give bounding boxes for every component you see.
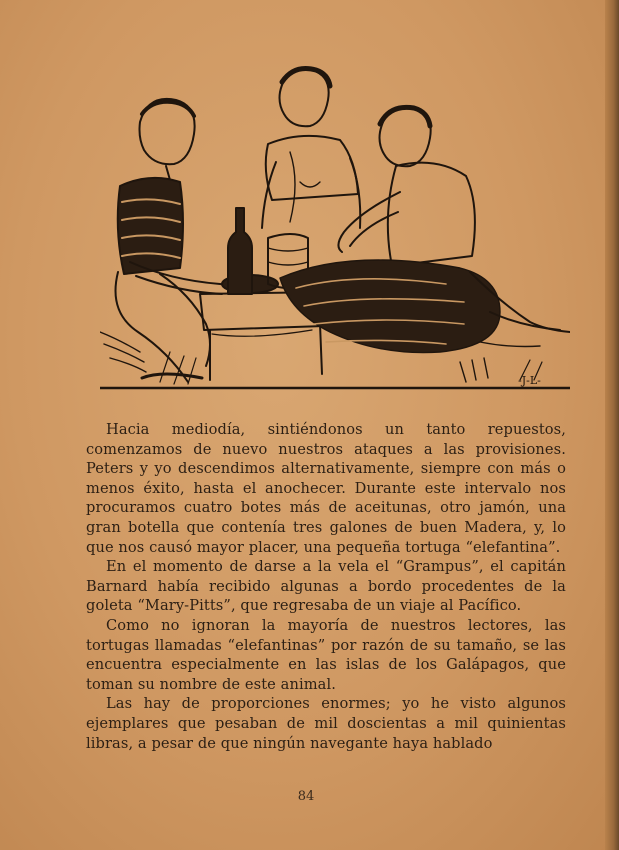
illustration-three-men-eating bbox=[100, 62, 570, 392]
right-man-figure bbox=[280, 107, 570, 382]
paragraph-3: Como no ignoran la mayoría de nuestros lectores, las tortugas llamadas “elefantinas” por razón de su tamaño, se las encuentra especialmente en las islas de los Galápagos, que toman su nombre de este animal. bbox=[86, 616, 566, 693]
paragraph-1: Hacia mediodía, sintiéndonos un tanto repuestos, comenzamos de nuevo nuestros ataques a las provisiones. Peters y yo descendimos alternativamente, siempre con más o menos éxito, hasta el anochecer. Durante este intervalo nos procuramos cuatro botes más de aceitunas, otro jamón, una gran botella que contenía tres galones de buen Madera, y, lo que nos causó mayor placer, una pequeña tortuga “elefantina”. bbox=[86, 421, 566, 556]
illustration-signature: -J-L- bbox=[518, 374, 541, 387]
body-text bbox=[86, 420, 566, 753]
left-man-figure bbox=[100, 99, 236, 382]
center-man-figure bbox=[262, 69, 360, 229]
paragraph-4: Las hay de proporciones enormes; yo he visto algunos ejemplares que pesaban de mil doscientas a mil quinientas libras, a pesar de que ningún navegante haya hablado bbox=[86, 695, 566, 752]
page-number: 84 bbox=[297, 789, 315, 804]
paragraph-2: En el momento de darse a la vela el “Grampus”, el capitán Barnard había recibido algunas a bordo procedentes de la goleta “Mary-Pitts”, que regresaba de un viaje al Pacífico. bbox=[86, 558, 566, 615]
page-edge bbox=[605, 0, 619, 850]
